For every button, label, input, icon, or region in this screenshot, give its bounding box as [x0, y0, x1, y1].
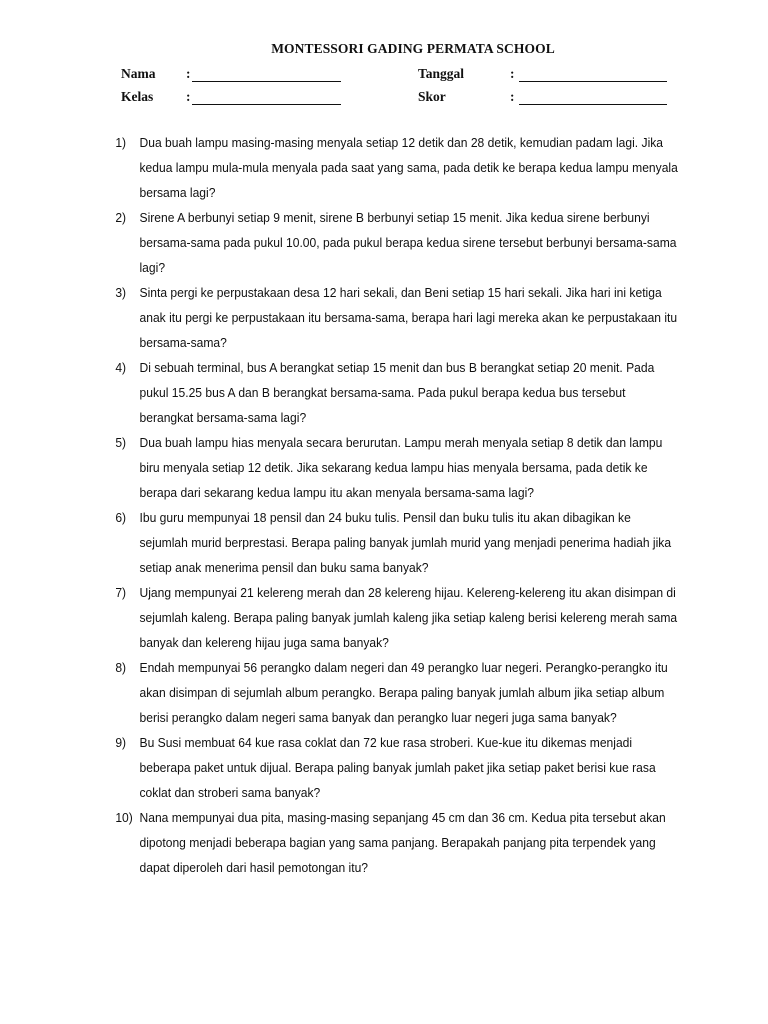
question-number: 5)	[115, 435, 127, 450]
kelas-colon: :	[186, 89, 191, 104]
kelas-blank-line[interactable]	[192, 104, 341, 105]
question-10	[0, 805, 714, 880]
question-text: Dua buah lampu hias menyala secara berurutan. Lampu merah menyala setiap 8 detik dan lampu biru menyala setiap 12 detik. Jika sekarang kedua lampu hias menyala bersama, pada detik ke berapa dari sekarang kedua lampu itu akan menyala bersama-sama lagi?	[139, 435, 663, 500]
question-number: 2)	[115, 210, 127, 225]
skor-blank-line[interactable]	[519, 104, 667, 105]
nama-colon: :	[186, 66, 191, 81]
question-number: 6)	[115, 510, 127, 525]
tanggal-label: Tanggal	[418, 66, 465, 81]
question-text: Di sebuah terminal, bus A berangkat setiap 15 menit dan bus B berangkat setiap 20 menit. Pada pukul 15.25 bus A dan B berangkat bersama-sama. Pada pukul berapa kedua bus tersebut berangkat bersama-sama lagi?	[139, 360, 655, 425]
question-number: 8)	[115, 660, 127, 675]
school-title: MONTESSORI GADING PERMATA SCHOOL	[271, 41, 555, 56]
question-text: Endah mempunyai 56 perangko dalam negeri dan 49 perangko luar negeri. Perangko-perangko itu akan disimpan di sejumlah album perangko. Berapa paling banyak jumlah album jika setiap album berisi perangko dalam negeri sama banyak dan perangko luar negeri juga sama banyak?	[139, 660, 668, 725]
question-4	[0, 355, 714, 430]
skor-label: Skor	[418, 89, 446, 104]
question-text: Sirene A berbunyi setiap 9 menit, sirene B berbunyi setiap 15 menit. Jika kedua sirene berbunyi bersama-sama pada pukul 10.00, pada pukul berapa kedua sirene tersebut berbunyi bersama-sama lagi?	[139, 210, 677, 275]
question-number: 7)	[115, 585, 127, 600]
question-number: 3)	[115, 285, 127, 300]
question-3	[0, 280, 714, 355]
nama-label: Nama	[121, 66, 156, 81]
skor-colon: :	[510, 89, 515, 104]
question-text: Sinta pergi ke perpustakaan desa 12 hari sekali, dan Beni setiap 15 hari sekali. Jika hari ini ketiga anak itu pergi ke perpustakaan itu bersama-sama, berapa hari lagi mereka akan ke perpustakaan itu bersama-sama?	[139, 285, 678, 350]
question-8	[0, 655, 714, 730]
question-text: Ujang mempunyai 21 kelereng merah dan 28 kelereng hijau. Kelereng-kelereng itu akan disimpan di sejumlah kaleng. Berapa paling banyak jumlah kaleng jika setiap kaleng berisi kelereng merah sama banyak dan kelereng hijau juga sama banyak?	[139, 585, 678, 650]
question-number: 10)	[115, 810, 133, 825]
question-5	[0, 430, 714, 505]
question-number: 9)	[115, 735, 127, 750]
tanggal-field	[418, 66, 678, 86]
question-text: Dua buah lampu masing-masing menyala setiap 12 detik dan 28 detik, kemudian padam lagi. Jika kedua lampu mula-mula menyala pada saat yang sama, pada detik ke berapa kedua lampu menyala bersama lagi?	[139, 135, 678, 200]
kelas-field	[121, 89, 351, 109]
question-text: Nana mempunyai dua pita, masing-masing sepanjang 45 cm dan 36 cm. Kedua pita tersebut akan dipotong menjadi beberapa bagian yang sama panjang. Berapakah panjang pita terpendek yang dapat diperoleh dari hasil pemotongan itu?	[139, 810, 666, 875]
question-6	[0, 505, 714, 580]
skor-field	[418, 89, 678, 109]
question-list	[0, 130, 714, 880]
nama-field	[121, 66, 351, 86]
question-2	[0, 205, 714, 280]
question-7	[0, 580, 714, 655]
tanggal-blank-line[interactable]	[519, 81, 667, 82]
question-number: 1)	[115, 135, 127, 150]
question-text: Bu Susi membuat 64 kue rasa coklat dan 72 kue rasa stroberi. Kue-kue itu dikemas menjadi beberapa paket untuk dijual. Berapa paling banyak jumlah paket jika setiap paket berisi kue rasa coklat dan stroberi sama banyak?	[139, 735, 656, 800]
tanggal-colon: :	[510, 66, 515, 81]
question-text: Ibu guru mempunyai 18 pensil dan 24 buku tulis. Pensil dan buku tulis itu akan dibagikan ke sejumlah murid berprestasi. Berapa paling banyak jumlah murid yang menjadi penerima hadiah jika setiap anak menerima pensil dan buku sama banyak?	[139, 510, 672, 575]
kelas-label: Kelas	[121, 89, 154, 104]
question-1	[0, 130, 714, 205]
question-9	[0, 730, 714, 805]
question-number: 4)	[115, 360, 127, 375]
nama-blank-line[interactable]	[192, 81, 341, 82]
